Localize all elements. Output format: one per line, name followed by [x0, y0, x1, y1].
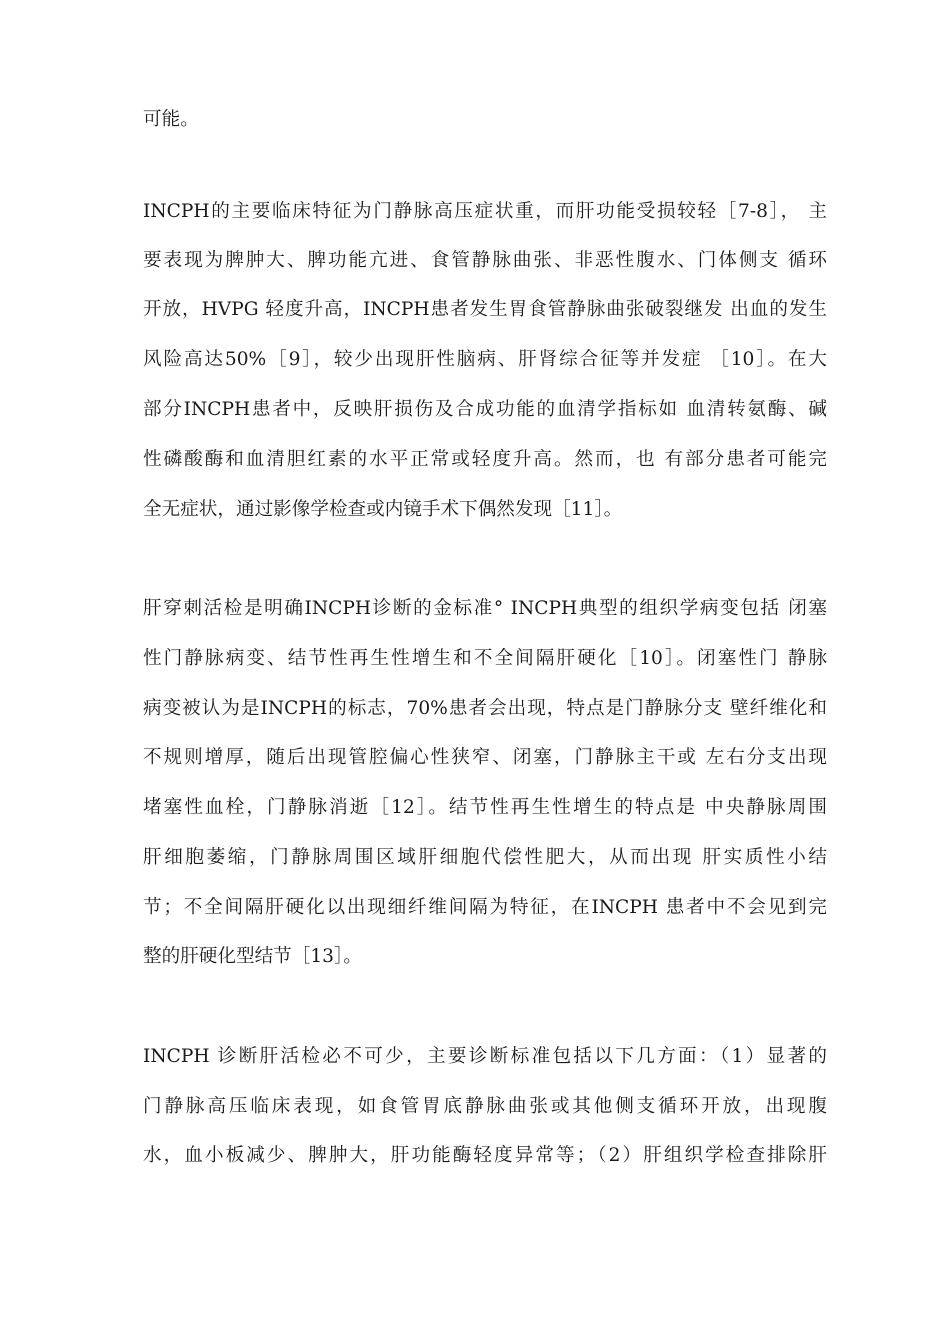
paragraph-2-line-5: 部分INCPH患者中，反映肝损伤及合成功能的血清学指标如 血清转氨酶、碱 — [143, 399, 827, 420]
paragraph-3-line-6: 肝细胞萎缩，门静脉周围区域肝细胞代偿性肥大，从而出现 肝实质性小结 — [143, 847, 827, 868]
paragraph-4-line-1: INCPH 诊断肝活检必不可少，主要诊断标准包括以下几方面：（1）显著的 — [143, 1046, 827, 1067]
paragraph-2-line-4: 风险高达50%［9］，较少出现肝性脑病、肝肾综合征等并发症 ［10］。在大 — [143, 349, 827, 370]
paragraph-3-line-4: 不规则增厚，随后出现管腔偏心性狭窄、闭塞，门静脉主干或 左右分支出现 — [143, 747, 827, 768]
paragraph-2-line-7: 全无症状，通过影像学检查或内镜手术下偶然发现［11］。 — [143, 499, 623, 520]
paragraph-3-line-7: 节；不全间隔肝硬化以出现细纤维间隔为特征，在INCPH 患者中不会见到完 — [143, 897, 827, 918]
paragraph-4-line-2: 门静脉高压临床表现，如食管胃底静脉曲张或其他侧支循环开放，出现腹 — [143, 1096, 827, 1117]
paragraph-3-line-8: 整的肝硬化型结节［13］。 — [143, 946, 362, 967]
paragraph-2-line-2: 要表现为脾肿大、脾功能亢进、食管静脉曲张、非恶性腹水、门体侧支 循环 — [143, 250, 827, 271]
paragraph-2-line-1: INCPH的主要临床特征为门静脉高压症状重，而肝功能受损较轻［7-8］， 主 — [143, 201, 827, 222]
paragraph-3-line-2: 性门静脉病变、结节性再生性增生和不全间隔肝硬化［10］。闭塞性门 静脉 — [143, 648, 827, 669]
paragraph-3-line-3: 病变被认为是INCPH的标志，70%患者会出现，特点是门静脉分支 壁纤维化和 — [143, 698, 827, 719]
paragraph-3-line-1: 肝穿刺活检是明确INCPH诊断的金标准° INCPH典型的组织学病变包括 闭塞 — [143, 598, 827, 619]
paragraph-4-line-3: 水，血小板减少、脾肿大，肝功能酶轻度异常等；（2）肝组织学检查排除肝 — [143, 1145, 827, 1166]
paragraph-3-line-5: 堵塞性血栓，门静脉消逝［12］。结节性再生性增生的特点是 中央静脉周围 — [143, 797, 827, 818]
paragraph-2-line-6: 性磷酸酶和血清胆红素的水平正常或轻度升高。然而，也 有部分患者可能完 — [143, 449, 827, 470]
paragraph-2-line-3: 开放，HVPG 轻度升高，INCPH患者发生胃食管静脉曲张破裂继发 出血的发生 — [143, 299, 827, 320]
paragraph-1-line-1: 可能。 — [143, 109, 199, 130]
